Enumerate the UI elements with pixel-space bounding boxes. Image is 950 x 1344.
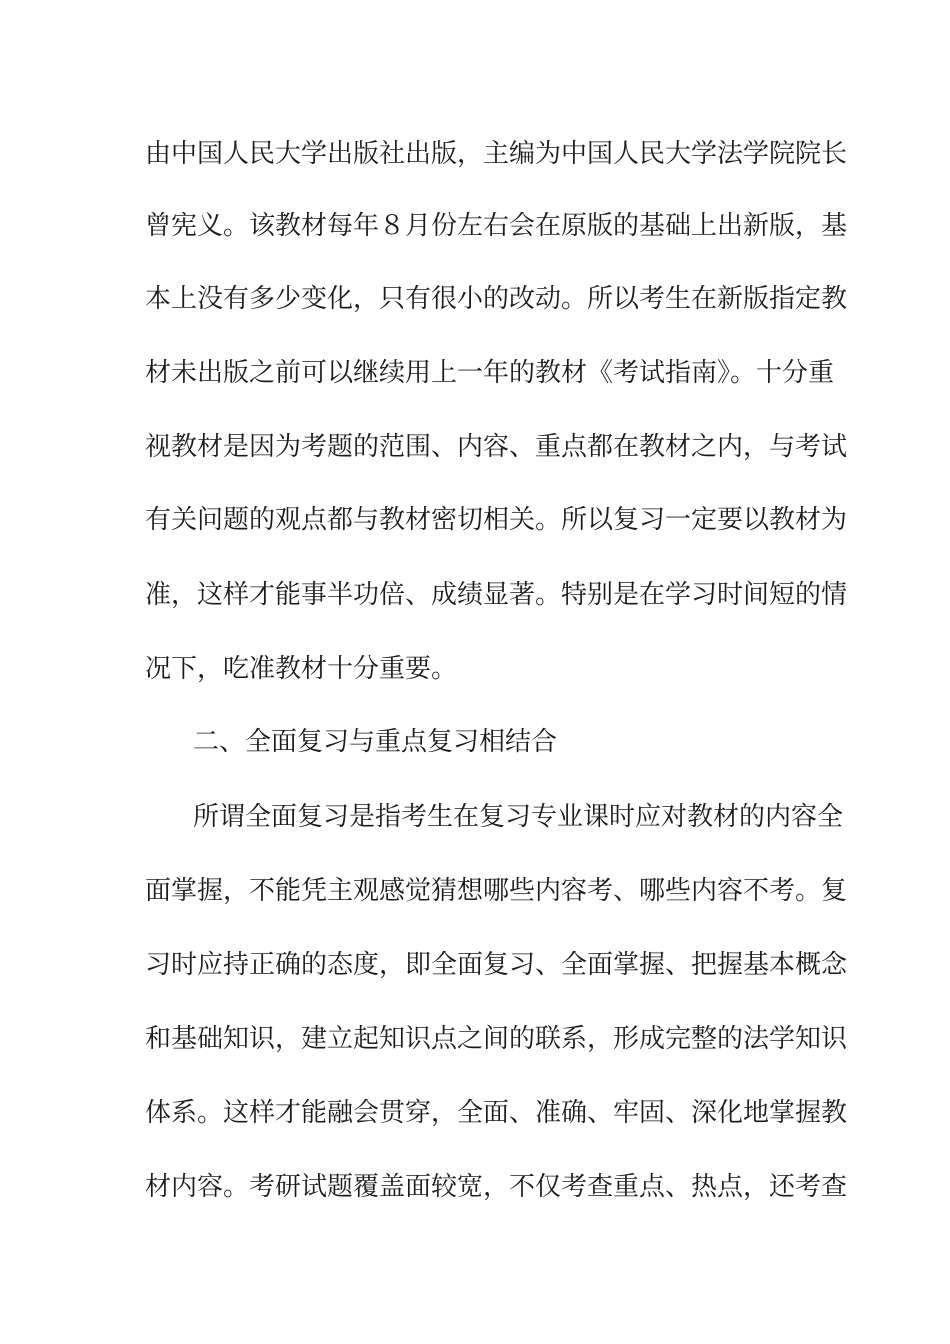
paragraph-line: 材未出版之前可以继续用上一年的教材《考试指南》。十分重 [145,358,835,388]
paragraph-line: 本上没有多少变化，只有很小的改动。所以考生在新版指定教 [145,284,848,314]
paragraph-line: 和基础知识，建立起知识点之间的联系，形成完整的法学知识 [145,1024,848,1054]
paragraph-line: 况下，吃准教材十分重要。 [145,654,458,684]
paragraph-line: 体系。这样才能融会贯穿，全面、准确、牢固、深化地掌握教 [145,1098,848,1128]
paragraph-line: 面掌握，不能凭主观感觉猜想哪些内容考、哪些内容不考。复 [145,876,848,906]
paragraph-line: 曾宪义。该教材每年８月份左右会在原版的基础上出新版，基 [145,211,848,241]
paragraph-line: 材内容。考研试题覆盖面较宽，不仅考查重点、热点，还考查 [145,1172,848,1202]
paragraph-line: 有关问题的观点都与教材密切相关。所以复习一定要以教材为 [145,505,848,535]
paragraph-line: 所谓全面复习是指考生在复习专业课时应对教材的内容全 [193,802,844,832]
section-heading: 二、全面复习与重点复习相结合 [193,727,558,757]
paragraph-line: 由中国人民大学出版社出版，主编为中国人民大学法学院院长 [145,139,848,169]
paragraph-line: 准，这样才能事半功倍、成绩显著。特别是在学习时间短的情 [145,580,848,610]
paragraph-line: 习时应持正确的态度，即全面复习、全面掌握、把握基本概念 [145,950,848,980]
paragraph-line: 视教材是因为考题的范围、内容、重点都在教材之内，与考试 [145,432,848,462]
